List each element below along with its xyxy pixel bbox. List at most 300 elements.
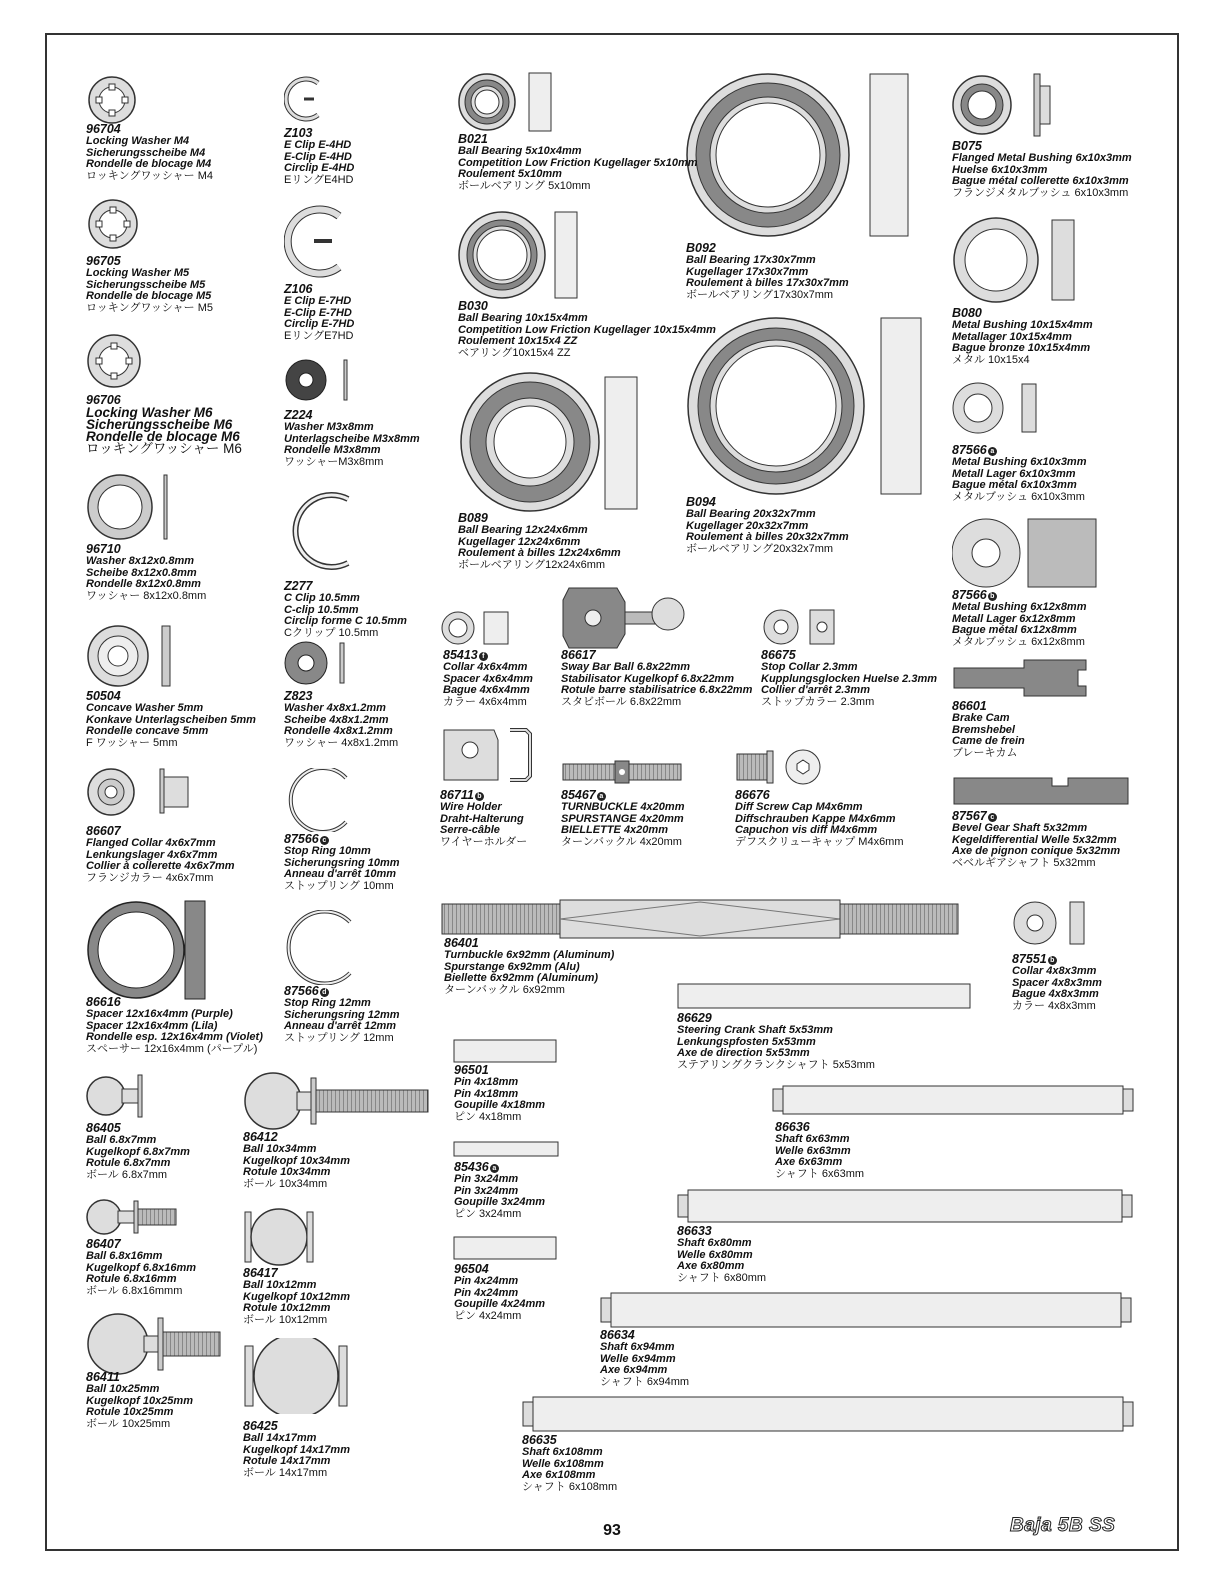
part-description: Kegeldifferential Welle 5x32mm <box>952 833 1117 846</box>
part-description: C-clip 10.5mm <box>284 603 359 616</box>
part-number-text: Z277 <box>284 579 313 593</box>
part-label <box>1012 953 1102 1012</box>
variant-badge: c <box>988 813 997 822</box>
part-label <box>86 1238 196 1297</box>
washer-icon <box>284 357 354 403</box>
part-number-text: 96501 <box>454 1063 489 1077</box>
part-description: Axe 6x63mm <box>775 1156 843 1168</box>
part-description-japanese: ブレーキカム <box>952 746 1018 759</box>
part-description: Circlip forme C 10.5mm <box>284 615 407 627</box>
part-number-text: B075 <box>952 139 982 153</box>
part-number-text: 85413 <box>443 648 478 662</box>
washer-icon <box>86 473 176 541</box>
part-description: Brake Cam <box>952 712 1010 724</box>
page-number: 93 <box>603 1522 621 1539</box>
flanged-bushing-icon <box>952 72 1057 138</box>
part-description: Sicherungsscheibe M4 <box>86 146 206 159</box>
part-number-text: 96710 <box>86 542 121 556</box>
variant-badge: d <box>320 988 329 997</box>
part-description: Welle 6x108mm <box>522 1457 604 1470</box>
turnbuckle-icon <box>440 898 962 940</box>
part-description: Rondelle concave 5mm <box>86 725 209 737</box>
part-number-text: 85436 <box>454 1160 489 1174</box>
part-description-japanese: ロッキングワッシャー M4 <box>86 169 214 182</box>
part-description: Kugellager 12x24x6mm <box>458 535 581 548</box>
part-description: E-Clip E-7HD <box>284 306 352 319</box>
part-description-japanese: Cクリップ 10.5mm <box>284 626 379 639</box>
part-label <box>761 649 937 708</box>
shaft-icon <box>600 1292 1135 1328</box>
part-description-japanese: ボールベアリング 5x10mm <box>458 179 591 192</box>
part-description: Rondelle 8x12x0.8mm <box>86 578 201 590</box>
part-number-text: 86412 <box>243 1130 278 1144</box>
part-number-text: 87566 <box>952 588 987 602</box>
ball-stud-icon <box>86 1197 181 1237</box>
part-description-japanese: ターンバックル 6x92mm <box>444 983 565 996</box>
part-label <box>284 409 420 468</box>
pin-icon <box>453 1236 559 1262</box>
part-label <box>775 1121 864 1180</box>
part-description: Sicherungsscheibe M6 <box>86 417 233 432</box>
part-number-text: 86636 <box>775 1120 810 1134</box>
part-number-text: 96504 <box>454 1262 489 1276</box>
part-label <box>952 810 1120 869</box>
part-description: Competition Low Friction Kugellager 10x15x4mm <box>458 323 716 336</box>
part-label <box>86 543 206 602</box>
part-label <box>284 283 354 342</box>
part-description: Pin 4x24mm <box>454 1275 519 1287</box>
part-number-text: 86601 <box>952 699 987 713</box>
ball-bearing-icon <box>686 73 916 238</box>
part-label <box>952 444 1087 503</box>
part-description-japanese: シャフト 6x94mm <box>600 1375 690 1388</box>
part-description-japanese: スタビボール 6.8x22mm <box>561 695 682 708</box>
shaft-icon <box>772 1085 1136 1115</box>
part-description: TURNBUCKLE 4x20mm <box>561 801 685 813</box>
part-label <box>86 1122 190 1181</box>
part-number-text: 86634 <box>600 1328 635 1342</box>
shaft-icon <box>677 983 973 1011</box>
variant-badge: b <box>475 792 484 801</box>
stop-ring-icon <box>284 910 359 985</box>
part-description: Axe de direction 5x53mm <box>677 1047 810 1059</box>
part-description: Metal Bushing 10x15x4mm <box>952 319 1093 331</box>
part-description-japanese: ストップリング 12mm <box>284 1031 394 1044</box>
part-description: Turnbuckle 6x92mm (Aluminum) <box>444 949 615 961</box>
part-description: Metall Lager 6x12x8mm <box>952 612 1076 625</box>
wire-holder-icon <box>440 726 535 784</box>
part-description: Ball 6.8x16mm <box>86 1250 163 1262</box>
part-description: Kugelkopf 10x34mm <box>243 1154 350 1167</box>
part-description: Roulement à billes 17x30x7mm <box>686 277 849 289</box>
locking-washer-icon <box>86 198 140 250</box>
part-description: Kugelkopf 6.8x7mm <box>86 1145 190 1158</box>
part-description: Came de frein <box>952 735 1025 747</box>
part-description: Circlip E-7HD <box>284 318 355 330</box>
part-label <box>443 649 533 708</box>
part-description: Bevel Gear Shaft 5x32mm <box>952 822 1088 834</box>
part-description: Draht-Halterung <box>440 812 524 825</box>
part-description: Ball 6.8x7mm <box>86 1134 157 1146</box>
part-description: Ball Bearing 5x10x4mm <box>458 145 582 157</box>
stop-collar-icon <box>762 608 842 646</box>
part-number-text: 87566 <box>952 443 987 457</box>
part-number-text: 86629 <box>677 1011 712 1025</box>
part-label <box>458 133 698 192</box>
part-label <box>458 512 621 571</box>
part-description: Rondelle de blocage M5 <box>86 290 212 302</box>
part-description: Kugelkopf 14x17mm <box>243 1443 350 1456</box>
part-description: Sicherungsring 12mm <box>284 1008 400 1021</box>
part-label <box>440 789 527 848</box>
ball-stud-icon <box>86 1071 156 1121</box>
part-label <box>735 789 904 848</box>
part-number-text: 87551 <box>1012 952 1047 966</box>
part-number-text: 86405 <box>86 1121 121 1135</box>
part-description-japanese: ピン 4x24mm <box>454 1309 522 1322</box>
part-description: Goupille 4x24mm <box>454 1298 546 1310</box>
part-label <box>686 496 849 555</box>
part-description: E Clip E-4HD <box>284 139 352 151</box>
part-number-text: B089 <box>458 511 488 525</box>
part-description: Spacer 12x16x4mm (Purple) <box>86 1008 233 1020</box>
part-description-japanese: メタルブッシュ 6x12x8mm <box>952 635 1085 648</box>
part-label <box>86 1371 193 1430</box>
part-description: Lenkungspfosten 5x53mm <box>677 1035 816 1048</box>
part-description: Sway Bar Ball 6.8x22mm <box>561 661 691 673</box>
part-description: Pin 4x18mm <box>454 1076 519 1088</box>
part-description-japanese: ロッキングワッシャー M5 <box>86 301 214 314</box>
part-description: Anneau d'arrêt 12mm <box>284 1020 397 1032</box>
part-description: Sicherungsring 10mm <box>284 856 400 869</box>
part-number-text: 86417 <box>243 1266 278 1280</box>
part-number-text: 86711 <box>440 788 474 802</box>
part-number-text: B030 <box>458 299 488 313</box>
part-description: Unterlagscheibe M3x8mm <box>284 432 420 445</box>
part-description: Spacer 4x6x4mm <box>443 672 533 685</box>
part-number-text: 50504 <box>86 689 121 703</box>
part-description: Ball Bearing 17x30x7mm <box>686 254 816 266</box>
part-description: Shaft 6x80mm <box>677 1237 752 1249</box>
collar-icon <box>440 610 510 646</box>
part-description: Pin 3x24mm <box>454 1184 519 1197</box>
part-label <box>86 255 213 314</box>
part-number-text: 86616 <box>86 995 121 1009</box>
part-label <box>284 690 398 749</box>
part-description-japanese: シャフト 6x108mm <box>522 1480 618 1493</box>
part-description: Bague métal 6x10x3mm <box>952 479 1077 491</box>
part-description: Rotule 10x25mm <box>86 1406 174 1418</box>
part-description: Diffschrauben Kappe M4x6mm <box>735 812 896 825</box>
part-number-text: 96704 <box>86 122 121 136</box>
part-description-japanese: ボールベアリング20x32x7mm <box>686 542 834 555</box>
part-description: Bague 4x6x4mm <box>443 684 530 696</box>
part-description: Concave Washer 5mm <box>86 702 204 714</box>
part-description: Flanged Collar 4x6x7mm <box>86 837 216 849</box>
part-description-japanese: カラー 4x8x3mm <box>1012 999 1096 1012</box>
part-description-japanese: F ワッシャー 5mm <box>86 736 178 749</box>
part-number-text: 86411 <box>86 1370 120 1384</box>
part-description-japanese: シャフト 6x80mm <box>677 1271 767 1284</box>
brand-logo: Baja 5B SS <box>1010 1515 1116 1536</box>
part-description: Ball Bearing 10x15x4mm <box>458 312 588 324</box>
part-description: Bremshebel <box>952 723 1015 736</box>
part-label <box>686 242 849 301</box>
part-label <box>243 1131 350 1190</box>
ball-icon <box>243 1206 315 1268</box>
part-description: Shaft 6x63mm <box>775 1133 850 1145</box>
part-description: Bague métal 6x12x8mm <box>952 624 1077 636</box>
part-number-text: 86617 <box>561 648 596 662</box>
part-description: Scheibe 8x12x0.8mm <box>86 566 197 579</box>
part-description: Spacer 4x8x3mm <box>1012 976 1102 989</box>
part-description-japanese: EリングE7HD <box>284 329 354 342</box>
metal-bushing-icon <box>952 216 1082 304</box>
part-description: Circlip E-4HD <box>284 162 355 174</box>
part-number-text: 87567 <box>952 809 987 823</box>
part-description: Kupplungsglocken Huelse 2.3mm <box>761 672 938 685</box>
part-description: Sicherungsscheibe M5 <box>86 278 206 291</box>
ball-icon <box>243 1338 349 1414</box>
part-number-text: 96706 <box>86 393 121 407</box>
part-description: Pin 3x24mm <box>454 1173 519 1185</box>
ball-bearing-icon <box>458 210 583 300</box>
part-description: Rotule 10x12mm <box>243 1302 331 1314</box>
variant-badge: b <box>988 592 997 601</box>
part-label <box>952 307 1093 366</box>
part-description: Kugelkopf 10x12mm <box>243 1290 350 1303</box>
part-description: Rotule 14x17mm <box>243 1455 331 1467</box>
part-description-japanese: ストップカラー 2.3mm <box>761 695 875 708</box>
part-description-japanese: ストップリング 10mm <box>284 879 394 892</box>
part-number-text: Z224 <box>284 408 313 422</box>
part-description: Metallager 10x15x4mm <box>952 330 1072 343</box>
part-description-japanese: ボールベアリング12x24x6mm <box>458 558 606 571</box>
part-description-japanese: ワッシャー 8x12x0.8mm <box>86 589 207 602</box>
part-label <box>458 300 716 359</box>
part-description: Roulement 10x15x4 ZZ <box>458 335 578 347</box>
part-description-japanese: ボール 10x25mm <box>86 1417 171 1430</box>
part-description-japanese: メタル 10x15x4 <box>952 353 1030 366</box>
part-description: Rotule 6.8x16mm <box>86 1273 177 1285</box>
part-description: Rotule 6.8x7mm <box>86 1157 171 1169</box>
part-description: Locking Washer M5 <box>86 267 190 279</box>
part-description: Rondelle de blocage M6 <box>86 429 240 444</box>
part-description: Metal Bushing 6x10x3mm <box>952 456 1087 468</box>
part-number-text: 85467 <box>561 788 596 802</box>
part-number-text: Z103 <box>284 126 313 140</box>
part-description: Axe 6x80mm <box>677 1260 745 1272</box>
part-description: Welle 6x94mm <box>600 1352 676 1365</box>
part-description: Shaft 6x108mm <box>522 1446 603 1458</box>
part-description-japanese: ピン 3x24mm <box>454 1207 522 1220</box>
part-description: Welle 6x63mm <box>775 1144 851 1157</box>
part-label <box>454 1263 545 1322</box>
part-description-japanese: ボール 6.8x16mmm <box>86 1284 183 1297</box>
spacer-icon <box>86 899 211 1001</box>
washer-icon <box>284 639 349 687</box>
ball-bearing-icon <box>458 372 643 512</box>
part-description: Bague bronze 10x15x4mm <box>952 342 1091 354</box>
part-description: Scheibe 4x8x1.2mm <box>284 713 389 726</box>
part-description-japanese: ワッシャー 4x8x1.2mm <box>284 736 399 749</box>
part-description: Axe 6x108mm <box>522 1469 596 1481</box>
pin-icon <box>453 1039 559 1065</box>
part-description-japanese: ボール 10x34mm <box>243 1177 328 1190</box>
part-description: Locking Washer M6 <box>86 405 213 420</box>
part-number-text: 86633 <box>677 1224 712 1238</box>
part-description: Washer M3x8mm <box>284 421 374 433</box>
part-label <box>600 1329 689 1388</box>
e-clip-icon <box>284 73 328 125</box>
variant-badge: a <box>490 1164 499 1173</box>
part-number-text: 86425 <box>243 1419 278 1433</box>
part-description: Metall Lager 6x10x3mm <box>952 467 1076 480</box>
part-number-text: B021 <box>458 132 488 146</box>
part-label <box>561 649 752 708</box>
part-description: Pin 4x18mm <box>454 1087 519 1100</box>
stop-ring-icon <box>284 768 354 832</box>
part-description: Ball Bearing 20x32x7mm <box>686 508 816 520</box>
part-description: Konkave Unterlagscheiben 5mm <box>86 713 256 726</box>
part-number-text: 86401 <box>444 936 479 950</box>
part-label <box>86 996 263 1055</box>
part-description-japanese: ステアリングクランクシャフト 5x53mm <box>677 1058 875 1071</box>
part-number-text: Z106 <box>284 282 313 296</box>
part-description-japanese: シャフト 6x63mm <box>775 1167 865 1180</box>
part-label <box>86 123 213 182</box>
variant-badge: b <box>1048 956 1057 965</box>
part-number-text: 86676 <box>735 788 770 802</box>
part-description: Anneau d'arrêt 10mm <box>284 868 397 880</box>
part-number-text: 87566 <box>284 984 319 998</box>
part-label <box>284 580 407 639</box>
part-label <box>444 937 614 996</box>
part-number-text: B080 <box>952 306 982 320</box>
part-description: Roulement 5x10mm <box>458 168 562 180</box>
part-label <box>284 833 400 892</box>
part-label <box>86 394 242 455</box>
ball-stud-icon <box>243 1072 433 1130</box>
part-number-text: 96705 <box>86 254 121 268</box>
part-number-text: 86635 <box>522 1433 557 1447</box>
part-description-japanese: フランジメタルブッシュ 6x10x3mm <box>952 186 1129 199</box>
part-description-japanese: ボールベアリング17x30x7mm <box>686 288 834 301</box>
part-description: Roulement à billes 12x24x6mm <box>458 547 621 559</box>
part-description: Rotule barre stabilisatrice 6.8x22mm <box>561 684 753 696</box>
part-description-japanese: フランジカラー 4x6x7mm <box>86 871 214 884</box>
part-description: Biellette 6x92mm (Aluminum) <box>444 972 599 984</box>
part-description: Steering Crank Shaft 5x53mm <box>677 1024 833 1036</box>
part-label <box>952 140 1132 199</box>
diff-screw-cap-icon <box>735 748 825 786</box>
part-description: BIELLETTE 4x20mm <box>561 824 668 836</box>
variant-badge: a <box>597 792 606 801</box>
ball-bearing-icon <box>458 72 558 132</box>
part-label <box>86 690 256 749</box>
brake-cam-icon <box>952 658 1094 698</box>
part-description-japanese: ベベルギアシャフト 5x32mm <box>952 856 1096 869</box>
part-label <box>677 1225 766 1284</box>
part-description: Kugellager 20x32x7mm <box>686 519 809 532</box>
part-description: Rondelle M3x8mm <box>284 444 381 456</box>
part-description: Stabilisator Kugelkopf 6.8x22mm <box>561 672 734 685</box>
part-description-japanese: ベアリング10x15x4 ZZ <box>458 346 571 359</box>
part-description-japanese: デフスクリューキャップ M4x6mm <box>735 835 904 848</box>
part-description: SPURSTANGE 4x20mm <box>561 812 684 825</box>
part-description: Stop Ring 10mm <box>284 845 371 857</box>
ball-bearing-icon <box>686 316 926 496</box>
part-description-japanese: ボール 10x12mm <box>243 1313 328 1326</box>
c-clip-icon <box>284 485 360 577</box>
part-number-text: 87566 <box>284 832 319 846</box>
part-description: Goupille 3x24mm <box>454 1196 546 1208</box>
part-description: Axe 6x94mm <box>600 1364 668 1376</box>
part-description: Rotule 10x34mm <box>243 1166 331 1178</box>
locking-washer-icon <box>86 333 142 389</box>
flanged-collar-icon <box>86 767 196 817</box>
part-description-japanese: EリングE4HD <box>284 173 354 186</box>
part-description: Collier d'arrêt 2.3mm <box>761 684 870 696</box>
pin-icon <box>453 1141 561 1159</box>
part-description: Locking Washer M4 <box>86 135 190 147</box>
part-description: C Clip 10.5mm <box>284 592 360 604</box>
part-description: Spurstange 6x92mm (Alu) <box>444 960 580 973</box>
part-description: Goupille 4x18mm <box>454 1099 546 1111</box>
part-description: Rondelle 4x8x1.2mm <box>284 725 393 737</box>
part-label <box>284 127 354 186</box>
part-description: Kugelkopf 6.8x16mm <box>86 1261 197 1274</box>
part-description: Serre-câble <box>440 824 500 836</box>
part-description: Shaft 6x94mm <box>600 1341 675 1353</box>
part-description: Ball 10x25mm <box>86 1383 160 1395</box>
part-label <box>86 825 235 884</box>
part-description: Kugelkopf 10x25mm <box>86 1394 193 1407</box>
part-description: Spacer 12x16x4mm (Lila) <box>86 1019 218 1032</box>
part-description: Washer 4x8x1.2mm <box>284 702 386 714</box>
part-description-japanese: ワイヤーホルダー <box>440 835 528 848</box>
part-description: Flanged Metal Bushing 6x10x3mm <box>952 152 1132 164</box>
part-description: Diff Screw Cap M4x6mm <box>735 801 863 813</box>
part-label <box>522 1434 617 1493</box>
collar-icon <box>1012 900 1092 946</box>
part-description: Lenkungslager 4x6x7mm <box>86 848 218 861</box>
part-number-text: B094 <box>686 495 716 509</box>
part-description: Pin 4x24mm <box>454 1286 519 1299</box>
part-description: Stop Ring 12mm <box>284 997 371 1009</box>
part-description: Collar 4x6x4mm <box>443 661 528 673</box>
part-description: Bague 4x8x3mm <box>1012 988 1099 1000</box>
part-label <box>454 1161 545 1220</box>
part-description: E Clip E-7HD <box>284 295 352 307</box>
part-description: Rondelle de blocage M4 <box>86 158 212 170</box>
bevel-gear-shaft-icon <box>952 776 1130 806</box>
part-description: Ball 14x17mm <box>243 1432 317 1444</box>
part-description-japanese: ボール 14x17mm <box>243 1466 328 1479</box>
part-description: Collier à collerette 4x6x7mm <box>86 860 235 872</box>
part-description-japanese: ターンバックル 4x20mm <box>561 835 682 848</box>
part-number-text: 86607 <box>86 824 121 838</box>
part-description: Capuchon vis diff M4x6mm <box>735 824 878 836</box>
part-label <box>284 985 400 1044</box>
part-description-japanese: カラー 4x6x4mm <box>443 695 527 708</box>
part-description: E-Clip E-4HD <box>284 150 352 163</box>
part-number-text: 86407 <box>86 1237 121 1251</box>
part-label <box>561 789 684 848</box>
part-description: Metal Bushing 6x12x8mm <box>952 601 1087 613</box>
variant-badge: c <box>320 836 329 845</box>
sway-bar-ball-icon <box>561 586 686 650</box>
